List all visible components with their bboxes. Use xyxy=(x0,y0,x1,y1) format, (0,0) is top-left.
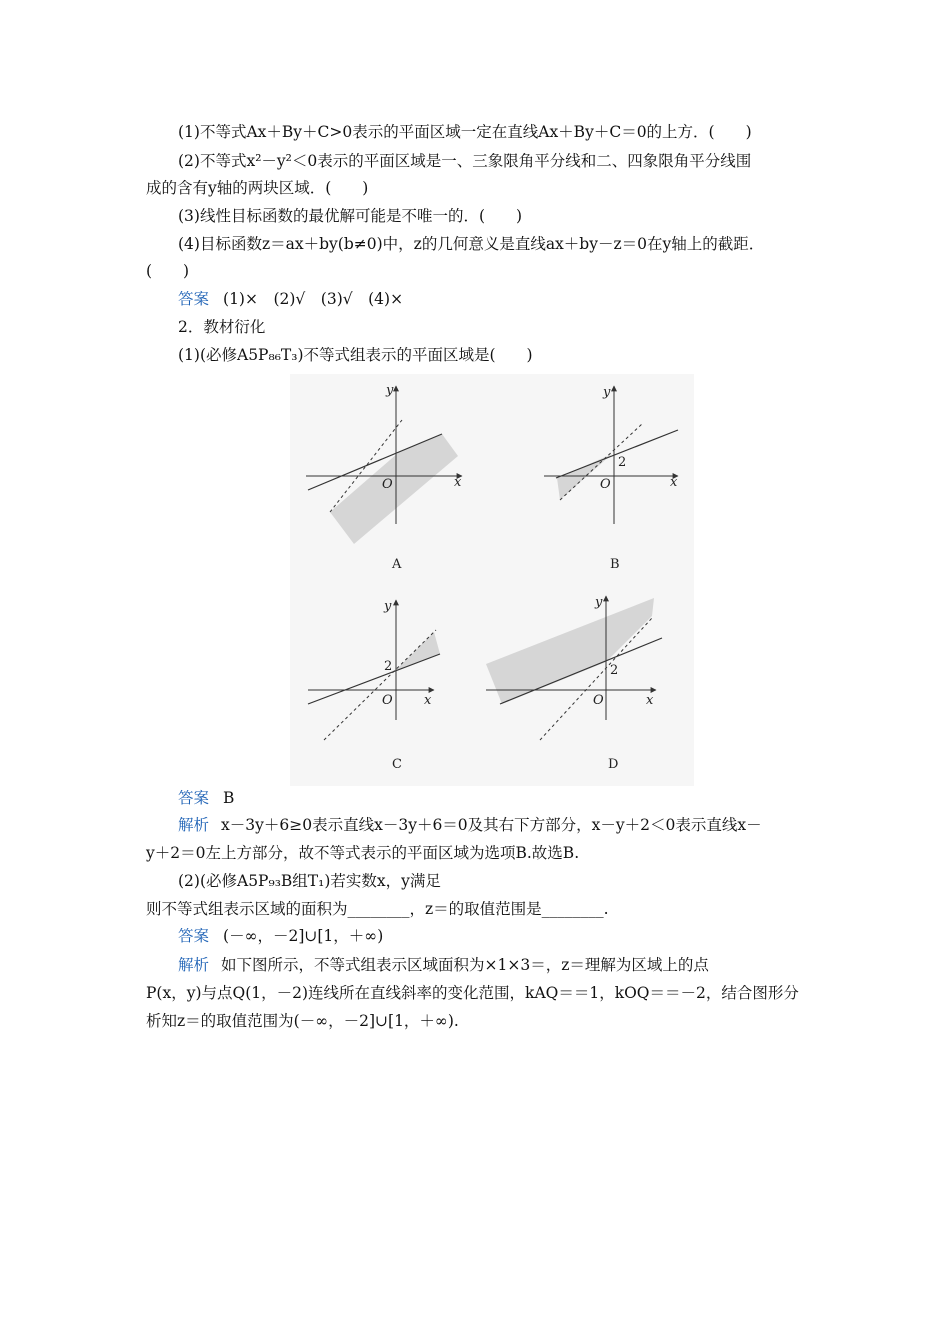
origin-b: O xyxy=(600,477,611,492)
problem1-answer-label: 答案 xyxy=(178,789,210,807)
judge-answer-row xyxy=(178,289,403,309)
origin-d: O xyxy=(593,693,604,708)
caption-b: B xyxy=(610,557,620,572)
x-label-d: x xyxy=(646,693,654,708)
problem2-answer: (－∞，－2]∪[1，＋∞) xyxy=(223,927,384,945)
problem1-answer: B xyxy=(223,789,235,807)
problem1-explain-text-a: x－3y＋6≥0表示直线x－3y＋6＝0及其右下方部分，x－y＋2＜0表示直线x－ xyxy=(221,816,762,834)
dashed-line-c xyxy=(324,630,436,740)
tick-d: 2 xyxy=(610,663,619,678)
region-figure xyxy=(290,374,694,786)
judge-q1: (1)不等式Ax＋By＋C>0表示的平面区域一定在直线Ax＋By＋C＝0的上方．( ) xyxy=(178,123,752,141)
answer-text: (1)× (2)√ (3)√ (4)× xyxy=(223,290,404,308)
x-label-c: x xyxy=(424,693,432,708)
shaded-region-a xyxy=(330,434,458,544)
panel-a xyxy=(306,383,462,572)
caption-a: A xyxy=(392,557,402,572)
problem2-answer-label: 答案 xyxy=(178,927,210,945)
tick-b: 2 xyxy=(618,455,627,470)
problem2-fill: 则不等式组表示区域的面积为________，z＝的取值范围是________. xyxy=(146,900,609,918)
panel-d xyxy=(486,595,662,772)
y-label-b: y xyxy=(603,385,611,400)
problem2-explain-line3: 析知z＝的取值范围为(－∞，－2]∪[1，＋∞). xyxy=(146,1012,459,1030)
y-label-a: y xyxy=(386,383,394,398)
judge-q2-line2: 成的含有y轴的两块区域．( ) xyxy=(146,179,369,197)
problem2-explain-label: 解析 xyxy=(178,956,210,974)
problem2-answer-row xyxy=(178,926,383,946)
problem1-explain-line1 xyxy=(178,815,762,835)
judge-q3: (3)线性目标函数的最优解可能是不唯一的．( ) xyxy=(178,207,523,225)
problem2-question: (2)(必修A5P₉₃B组T₁)若实数x，y满足 xyxy=(178,872,441,890)
shaded-region-c xyxy=(396,632,440,670)
x-label-a: x xyxy=(454,475,462,490)
solid-line-c xyxy=(308,654,440,704)
answer-label: 答案 xyxy=(178,290,210,308)
judge-q4-line1: (4)目标函数z＝ax＋by(b≠0)中，z的几何意义是直线ax＋by－z＝0在y轴上的截距． xyxy=(178,235,765,253)
problem1-explain-line2: y＋2＝0左上方部分，故不等式表示的平面区域为选项B.故选B. xyxy=(146,844,580,862)
problem1-answer-row xyxy=(178,788,234,808)
solid-line-b xyxy=(556,430,678,478)
x-label-b: x xyxy=(670,475,678,490)
origin-a: O xyxy=(382,477,393,492)
caption-d: D xyxy=(608,757,619,772)
tick-c: 2 xyxy=(384,659,393,674)
judge-q2-line1: (2)不等式x²－y²＜0表示的平面区域是一、三象限角平分线和二、四象限角平分线围 xyxy=(178,152,752,170)
origin-c: O xyxy=(382,693,393,708)
section-heading: 2．教材衍化 xyxy=(178,318,266,336)
y-label-d: y xyxy=(595,595,603,610)
panel-b xyxy=(544,385,678,572)
problem1-explain-label: 解析 xyxy=(178,816,210,834)
problem2-explain-line1 xyxy=(178,955,709,975)
caption-c: C xyxy=(392,757,402,772)
panel-c xyxy=(308,599,440,772)
problem2-explain-line2: P(x，y)与点Q(1，－2)连线所在直线斜率的变化范围，kAQ＝＝1，kOQ＝＝－2，结合图形分 xyxy=(146,984,799,1002)
judge-q4-line2: ( ) xyxy=(146,262,190,280)
y-label-c: y xyxy=(384,599,392,614)
problem1-question: (1)(必修A5P₈₆T₃)不等式组表示的平面区域是( ) xyxy=(178,346,533,364)
problem2-explain-text-a: 如下图所示，不等式组表示区域面积为×1×3＝，z＝理解为区域上的点 xyxy=(221,956,709,974)
